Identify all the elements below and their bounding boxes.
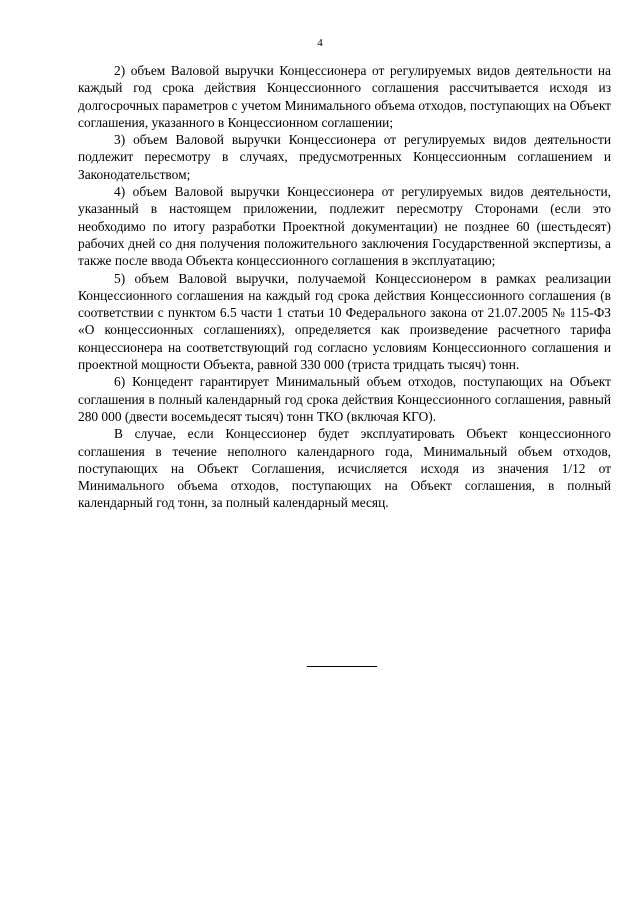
document-body	[78, 62, 611, 512]
paragraph-partial-year: В случае, если Концессионер будет эксплуатировать Объект концессионного соглашения в течение неполного календарного года, Минимальный объем отходов, поступающих на Объект Соглашения, исчисляется исходя из значения 1/12 от Минимального объема отходов, поступающих на Объект соглашения, в полный календарный год тонн, за полный календарный месяц.	[78, 426, 611, 511]
paragraph-item-3: 3) объем Валовой выручки Концессионера от регулируемых видов деятельности подлежит пересмотру в случаях, предусмотренных Концессионным соглашением и Законодательством;	[78, 132, 611, 182]
paragraph-item-4: 4) объем Валовой выручки Концессионера от регулируемых видов деятельности, указанный в настоящем приложении, подлежит пересмотру Сторонами (если это необходимо по итогу разработки Проектной документации) не позднее 60 (шестьдесят) рабочих дней со дня получения положительного заключения Государственной экспертизы, а также после ввода Объекта концессионного соглашения в эксплуатацию;	[78, 184, 611, 269]
paragraph-item-5: 5) объем Валовой выручки, получаемой Концессионером в рамках реализации Концессионного соглашения на каждый год срока действия Концессионного соглашения (в соответствии с пунктом 6.5 части 1 статьи 10 Федерального закона от 21.07.2005 № 115-ФЗ «О концессионных соглашениях), определяется как произведение расчетного тарифа концессионера на соответствующий год согласно условиям Концессионного соглашения и проектной мощности Объекта, равной 330 000 (триста тридцать тысяч) тонн.	[78, 270, 611, 373]
page-number: 4	[317, 37, 323, 49]
end-of-document-rule	[307, 666, 377, 667]
paragraph-item-2: 2) объем Валовой выручки Концессионера от регулируемых видов деятельности на каждый год срока действия Концессионного соглашения рассчитывается исходя из долгосрочных параметров с учетом Минимального объема отходов, поступающих на Объект соглашения, указанного в Концессионном соглашении;	[78, 63, 611, 130]
paragraph-item-6: 6) Концедент гарантирует Минимальный объем отходов, поступающих на Объект соглашения в полный календарный год срока действия Концессионного соглашения, равный 280 000 (двести восемьдесят тысяч) тонн ТКО (включая КГО).	[78, 374, 611, 424]
